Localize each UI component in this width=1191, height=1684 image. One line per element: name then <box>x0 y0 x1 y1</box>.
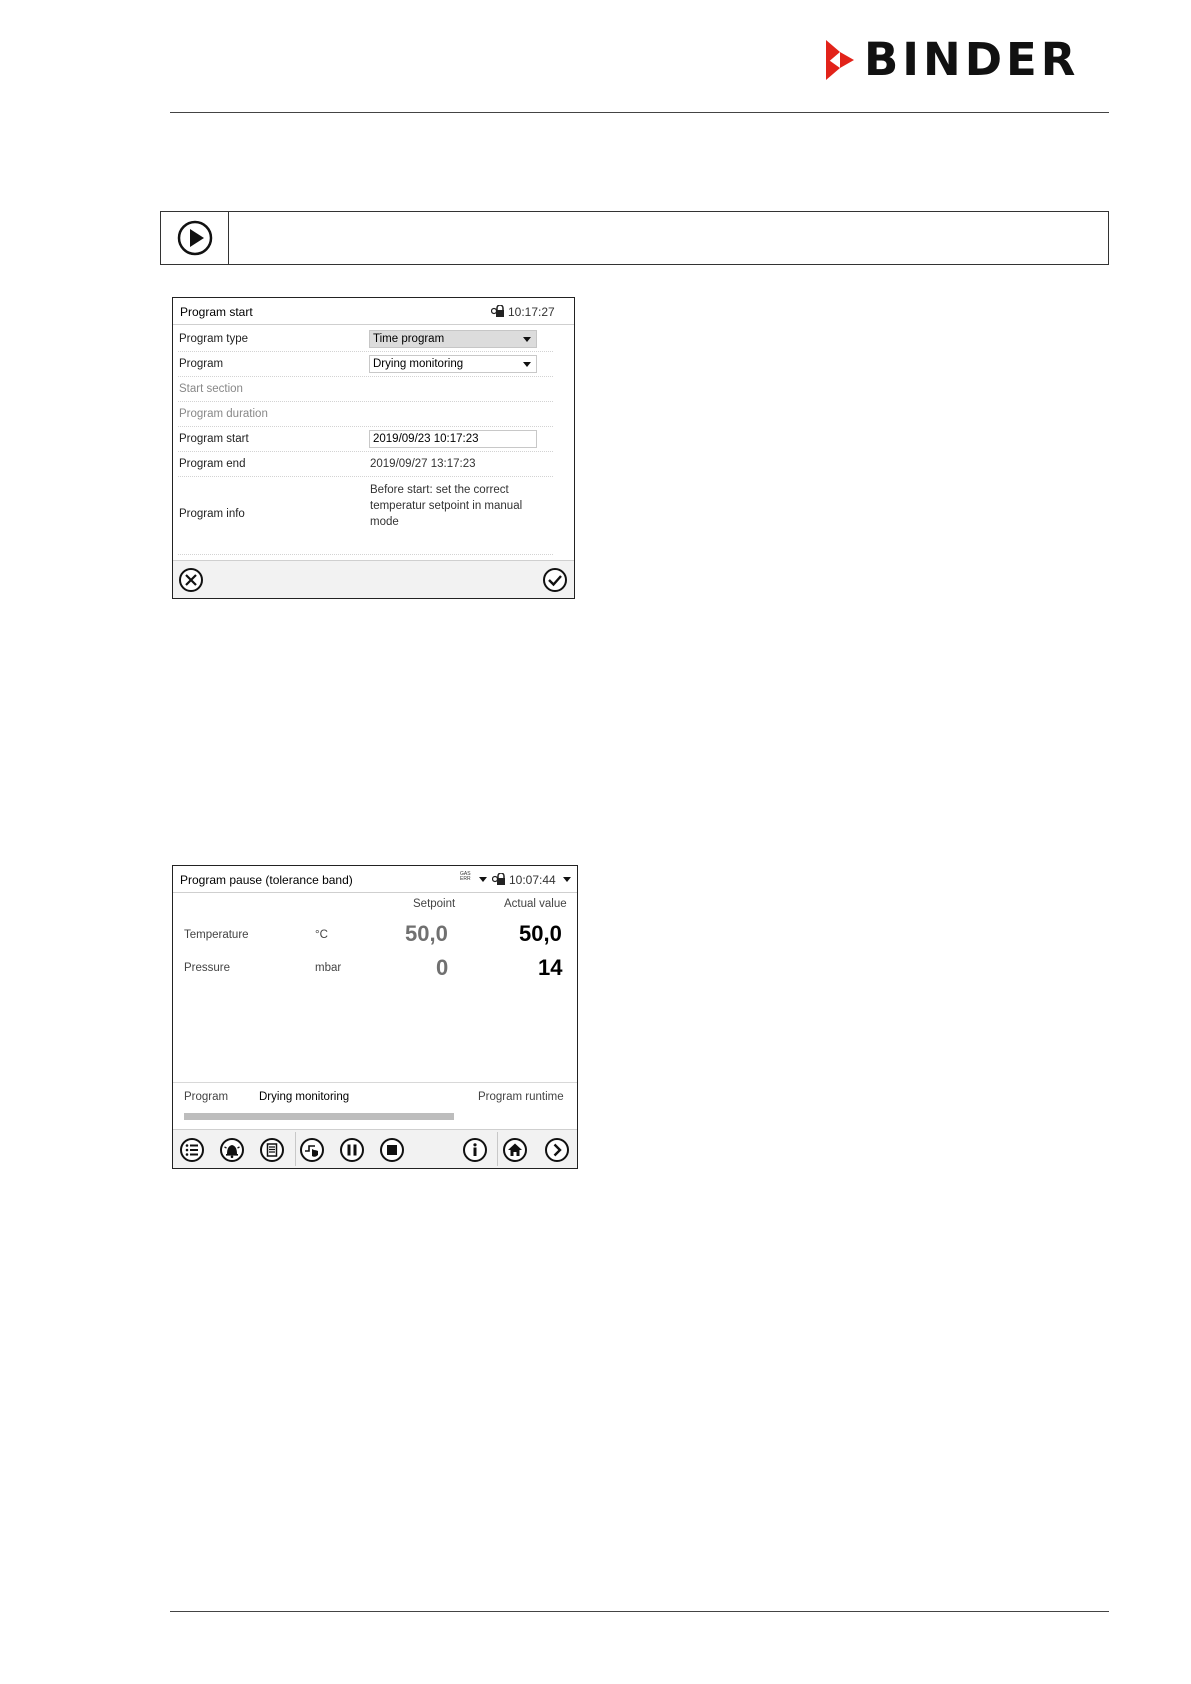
notes-icon[interactable] <box>259 1137 285 1163</box>
setpoint-header: Setpoint <box>413 898 456 910</box>
temperature-unit: °C <box>315 929 328 941</box>
divider <box>173 1082 577 1083</box>
program-name: Drying monitoring <box>259 1091 350 1103</box>
temperature-label: Temperature <box>184 929 249 941</box>
row-divider <box>178 401 553 402</box>
temperature-actual: 50,0 <box>519 921 562 946</box>
program-type-label: Program type <box>179 333 249 345</box>
temperature-setpoint[interactable]: 50,0 <box>405 921 448 946</box>
pause-icon[interactable] <box>339 1137 365 1163</box>
program-select[interactable]: Drying monitoring <box>369 355 537 373</box>
title-bar <box>173 866 577 893</box>
logo-mark-icon <box>826 40 856 80</box>
program-end-value: 2019/09/27 13:17:23 <box>370 458 476 470</box>
stop-icon[interactable] <box>379 1137 405 1163</box>
actual-value-header: Actual value <box>504 898 567 910</box>
row-divider <box>178 351 553 352</box>
lock-icon <box>492 873 506 888</box>
bottom-toolbar <box>173 1129 577 1168</box>
start-section-label: Start section <box>179 383 243 395</box>
start-program-box <box>160 211 1109 265</box>
row-divider <box>178 554 553 555</box>
program-end-label: Program end <box>179 458 246 470</box>
play-icon[interactable] <box>176 219 214 257</box>
program-duration-label: Program duration <box>179 408 268 420</box>
program-start-input[interactable]: 2019/09/23 10:17:23 <box>369 430 537 448</box>
play-cell <box>161 212 229 264</box>
progress-bar <box>184 1113 454 1120</box>
chevron-down-icon <box>523 337 531 342</box>
pressure-setpoint[interactable]: 0 <box>436 955 449 980</box>
pressure-actual: 14 <box>538 955 563 980</box>
program-info-text: Before start: set the correct temperatur setpoint in manual mode <box>370 484 523 528</box>
bottom-bar <box>173 560 574 598</box>
binder-logo <box>826 33 1080 86</box>
alarm-icon[interactable] <box>219 1137 245 1163</box>
next-icon[interactable] <box>544 1137 570 1163</box>
gas-err-icon: GAS ERR <box>460 871 471 882</box>
clock-time: 10:07:44 <box>509 873 556 887</box>
confirm-icon[interactable] <box>542 567 568 593</box>
chevron-down-icon <box>523 362 531 367</box>
pressure-label: Pressure <box>184 962 231 974</box>
program-info-label: Program info <box>179 508 245 520</box>
program-type-select[interactable]: Time program <box>369 330 537 348</box>
program-start-label: Program start <box>179 433 249 445</box>
program-runtime-label: Program runtime <box>478 1091 564 1103</box>
screen-title: Program start <box>180 305 253 319</box>
chevron-down-icon[interactable] <box>479 877 487 882</box>
row-divider <box>178 476 553 477</box>
title-bar <box>173 298 574 325</box>
pressure-unit: mbar <box>315 962 342 974</box>
row-divider <box>178 426 553 427</box>
program-label: Program <box>184 1091 229 1103</box>
lock-icon <box>491 305 505 320</box>
manual-icon[interactable] <box>299 1137 325 1163</box>
screen-title: Program pause (tolerance band) <box>180 873 353 887</box>
clock-time: 10:17:27 <box>508 305 555 319</box>
home-icon[interactable] <box>502 1137 528 1163</box>
program-label: Program <box>179 358 224 370</box>
row-divider <box>178 376 553 377</box>
progress-fill <box>184 1113 454 1120</box>
menu-icon[interactable] <box>179 1137 205 1163</box>
row-divider <box>178 451 553 452</box>
header-rule <box>170 112 1109 113</box>
program-start-screen <box>172 297 575 599</box>
info-icon[interactable] <box>462 1137 488 1163</box>
program-pause-screen <box>172 865 578 1169</box>
cancel-icon[interactable] <box>178 567 204 593</box>
brand-name: BINDER <box>864 33 1080 86</box>
footer-rule <box>170 1611 1109 1612</box>
chevron-down-icon[interactable] <box>563 877 571 882</box>
